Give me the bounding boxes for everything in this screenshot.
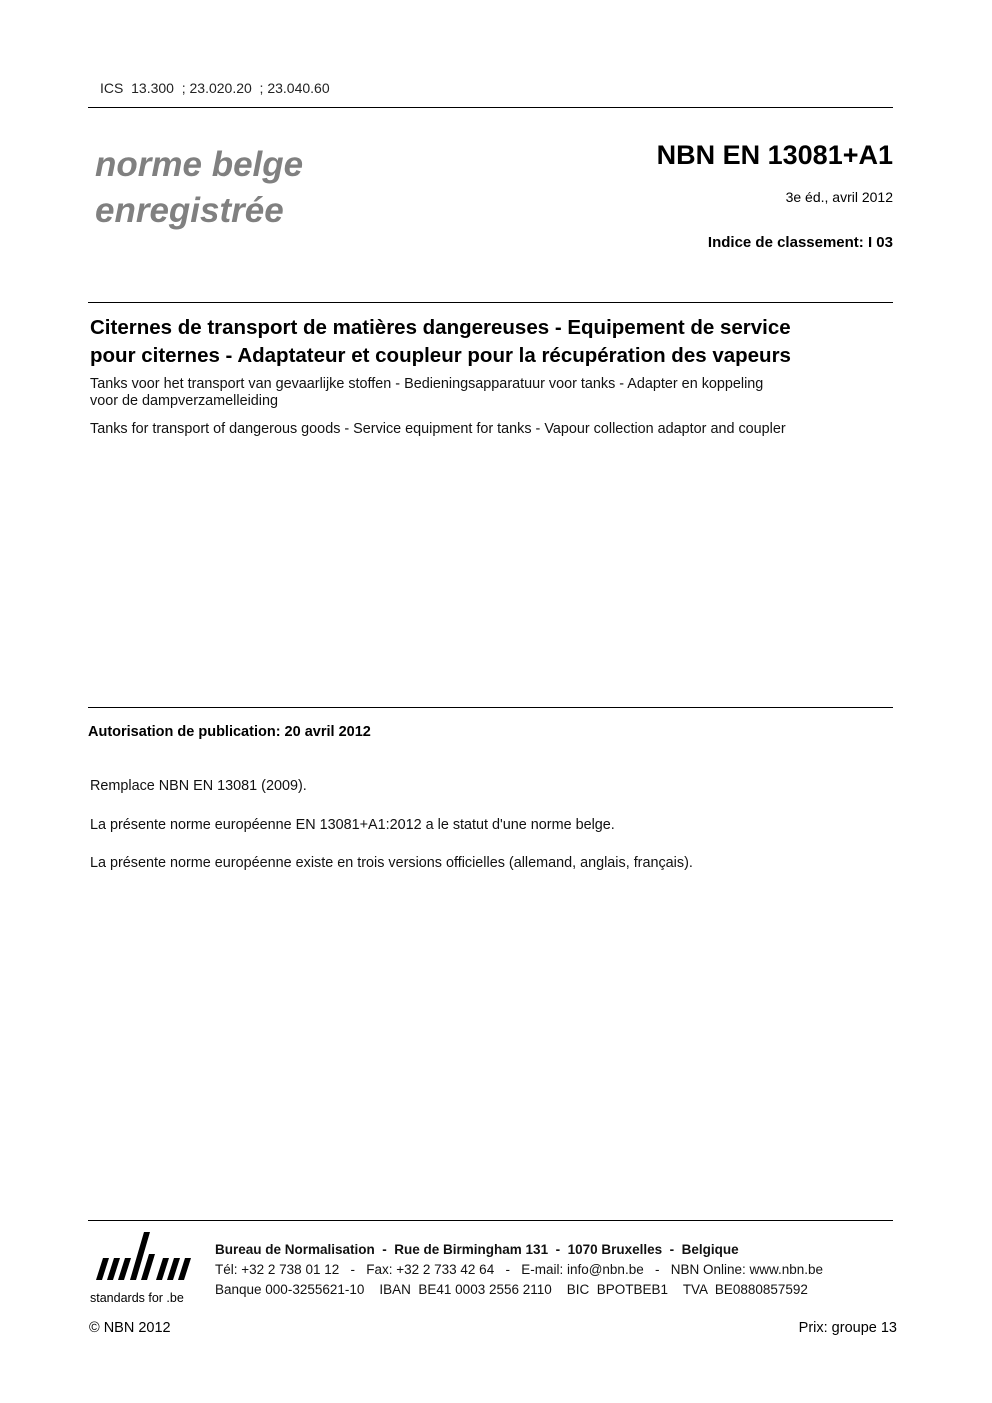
note-replaces: Remplace NBN EN 13081 (2009). (90, 778, 307, 794)
logo-tagline: standards for .be (90, 1291, 184, 1305)
standard-number: NBN EN 13081+A1 (656, 140, 893, 170)
title-french-line-1: Citernes de transport de matières dangereuses - Equipement de service (90, 316, 791, 339)
title-french-line-2: pour citernes - Adaptateur et coupleur pour la récupération des vapeurs (90, 344, 791, 367)
copyright: © NBN 2012 (89, 1320, 171, 1336)
title-dutch-line-1: Tanks voor het transport van gevaarlijke stoffen - Bedieningsapparatuur voor tanks - Adapter en koppeling (90, 376, 764, 392)
footer-divider (88, 1220, 893, 1221)
title-dutch (90, 376, 910, 410)
title-english: Tanks for transport of dangerous goods - Service equipment for tanks - Vapour collection adaptor and coupler (90, 421, 786, 437)
publication-authorisation: Autorisation de publication: 20 avril 2012 (88, 724, 371, 740)
footer-bank: Banque 000-3255621-10 IBAN BE41 0003 2556 2110 BIC BPOTBEB1 TVA BE0880857592 (215, 1282, 808, 1297)
edition-date: 3e éd., avril 2012 (785, 189, 893, 205)
nbn-logo-icon (90, 1228, 205, 1308)
title-dutch-line-2: voor de dampverzamelleiding (90, 393, 278, 409)
note-versions: La présente norme européenne existe en trois versions officielles (allemand, anglais, français). (90, 855, 693, 871)
footer-address: Bureau de Normalisation - Rue de Birmingham 131 - 1070 Bruxelles - Belgique (215, 1242, 739, 1257)
price-group: Prix: groupe 13 (798, 1320, 897, 1336)
note-status: La présente norme européenne EN 13081+A1:2012 a le statut d'une norme belge. (90, 817, 615, 833)
publication-divider (88, 707, 893, 708)
title-divider (88, 302, 893, 303)
footer-contact: Tél: +32 2 738 01 12 - Fax: +32 2 733 42 64 - E-mail: info@nbn.be - NBN Online: www.nbn.be (215, 1262, 824, 1277)
nbn-logo (90, 1228, 205, 1308)
header-divider (88, 107, 893, 108)
classification-index: Indice de classement: I 03 (707, 234, 893, 251)
brand-title (95, 142, 303, 234)
title-french (90, 314, 910, 370)
ics-codes: ICS 13.300 ; 23.020.20 ; 23.040.60 (100, 80, 330, 96)
brand-line-1: norme belge (95, 145, 304, 184)
brand-line-2: enregistrée (95, 191, 284, 230)
